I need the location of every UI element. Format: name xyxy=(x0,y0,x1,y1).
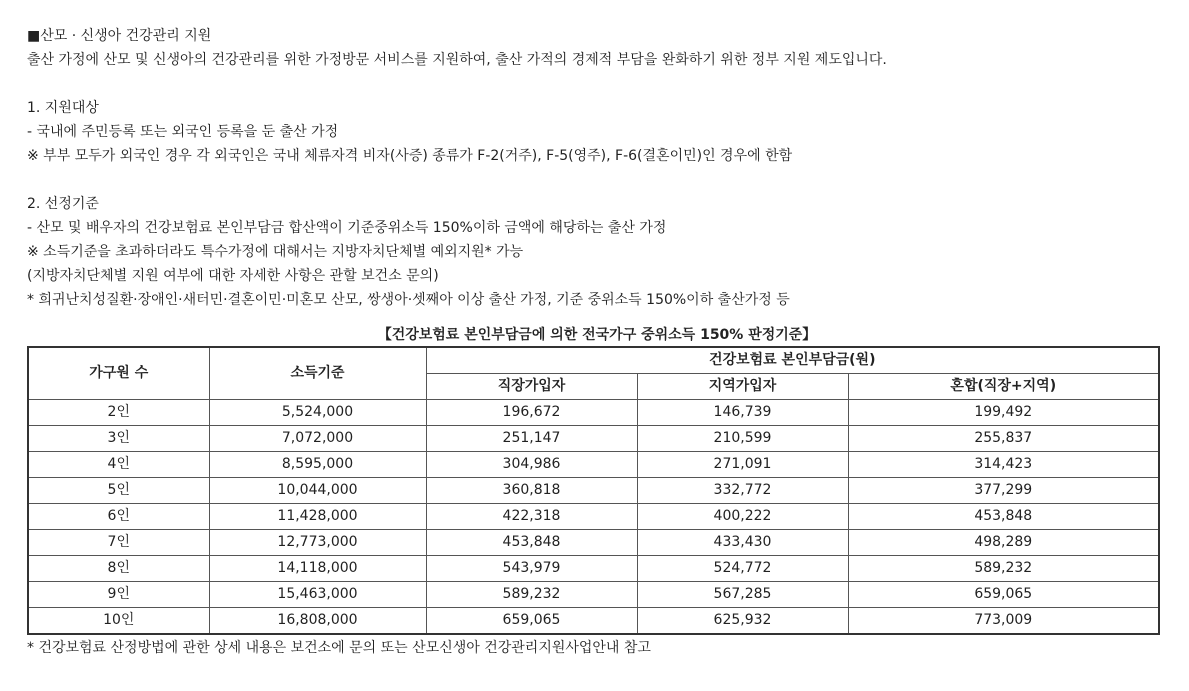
cell-mixed: 498,289 xyxy=(848,530,1159,556)
cell-mixed: 377,299 xyxy=(848,478,1159,504)
spacer xyxy=(27,168,1167,192)
table-row xyxy=(28,582,1159,608)
cell-income: 7,072,000 xyxy=(209,426,426,452)
footnote: * 건강보험료 산정방법에 관한 상세 내용은 보건소에 문의 또는 산모신생아 건강관리지원사업안내 참고 xyxy=(27,640,651,656)
cell-income: 16,808,000 xyxy=(209,608,426,635)
cell-household: 5인 xyxy=(28,478,209,504)
cell-regional: 210,599 xyxy=(637,426,848,452)
cell-household: 9인 xyxy=(28,582,209,608)
section2-line: (지방자치단체별 지원 여부에 대한 자세한 사항은 관할 보건소 문의) xyxy=(27,268,439,284)
cell-income: 12,773,000 xyxy=(209,530,426,556)
section2-line: ※ 소득기준을 초과하더라도 특수가정에 대해서는 지방자치단체별 예외지원* 가능 xyxy=(27,244,524,260)
table-row xyxy=(28,426,1159,452)
income-criteria-table xyxy=(27,346,1160,635)
cell-regional: 433,430 xyxy=(637,530,848,556)
header-household: 가구원 수 xyxy=(28,347,209,400)
header-employee: 직장가입자 xyxy=(426,374,637,400)
cell-mixed: 453,848 xyxy=(848,504,1159,530)
cell-regional: 271,091 xyxy=(637,452,848,478)
cell-regional: 332,772 xyxy=(637,478,848,504)
cell-household: 2인 xyxy=(28,400,209,426)
section2-line: * 희귀난치성질환·장애인·새터민·결혼이민·미혼모 산모, 쌍생아·셋째아 이상 출산 가정, 기준 중위소득 150%이하 출산가정 등 xyxy=(27,292,790,308)
table-body xyxy=(28,400,1159,635)
cell-mixed: 199,492 xyxy=(848,400,1159,426)
intro-description: 출산 가정에 산모 및 신생아의 건강관리를 위한 가정방문 서비스를 지원하여, 출산 가적의 경제적 부담을 완화하기 위한 정부 지원 제도입니다. xyxy=(27,52,887,68)
section2-title: 2. 선정기준 xyxy=(27,196,99,212)
header-mixed: 혼합(직장+지역) xyxy=(848,374,1159,400)
cell-mixed: 314,423 xyxy=(848,452,1159,478)
cell-employee: 659,065 xyxy=(426,608,637,635)
intro-heading: ■산모 · 신생아 건강관리 지원 xyxy=(27,28,212,44)
section1-title: 1. 지원대상 xyxy=(27,100,99,116)
cell-employee: 543,979 xyxy=(426,556,637,582)
table-row xyxy=(28,478,1159,504)
cell-income: 5,524,000 xyxy=(209,400,426,426)
table-caption: 【건강보험료 본인부담금에 의한 전국가구 중위소득 150% 판정기준】 xyxy=(377,327,817,343)
header-regional: 지역가입자 xyxy=(637,374,848,400)
cell-mixed: 589,232 xyxy=(848,556,1159,582)
spacer xyxy=(27,72,1167,96)
table-row xyxy=(28,400,1159,426)
cell-mixed: 255,837 xyxy=(848,426,1159,452)
cell-household: 7인 xyxy=(28,530,209,556)
cell-income: 14,118,000 xyxy=(209,556,426,582)
cell-regional: 567,285 xyxy=(637,582,848,608)
cell-mixed: 659,065 xyxy=(848,582,1159,608)
cell-regional: 400,222 xyxy=(637,504,848,530)
cell-income: 15,463,000 xyxy=(209,582,426,608)
section2-line: - 산모 및 배우자의 건강보험료 본인부담금 합산액이 기준중위소득 150%이하 금액에 해당하는 출산 가정 xyxy=(27,220,667,236)
cell-employee: 453,848 xyxy=(426,530,637,556)
cell-income: 8,595,000 xyxy=(209,452,426,478)
cell-regional: 524,772 xyxy=(637,556,848,582)
cell-employee: 360,818 xyxy=(426,478,637,504)
cell-household: 6인 xyxy=(28,504,209,530)
cell-regional: 146,739 xyxy=(637,400,848,426)
cell-employee: 304,986 xyxy=(426,452,637,478)
cell-regional: 625,932 xyxy=(637,608,848,635)
table-row xyxy=(28,608,1159,635)
cell-mixed: 773,009 xyxy=(848,608,1159,635)
cell-household: 8인 xyxy=(28,556,209,582)
cell-employee: 422,318 xyxy=(426,504,637,530)
table-row xyxy=(28,504,1159,530)
table-row xyxy=(28,452,1159,478)
section1-line: - 국내에 주민등록 또는 외국인 등록을 둔 출산 가정 xyxy=(27,124,339,140)
table-row xyxy=(28,556,1159,582)
cell-household: 4인 xyxy=(28,452,209,478)
cell-household: 3인 xyxy=(28,426,209,452)
header-premium-group: 건강보험료 본인부담금(원) xyxy=(426,347,1159,374)
cell-income: 10,044,000 xyxy=(209,478,426,504)
cell-employee: 589,232 xyxy=(426,582,637,608)
header-income: 소득기준 xyxy=(209,347,426,400)
cell-employee: 196,672 xyxy=(426,400,637,426)
cell-employee: 251,147 xyxy=(426,426,637,452)
table-row xyxy=(28,530,1159,556)
section1-line: ※ 부부 모두가 외국인 경우 각 외국인은 국내 체류자격 비자(사증) 종류가 F-2(거주), F-5(영주), F-6(결혼이민)인 경우에 한함 xyxy=(27,148,793,164)
page-content xyxy=(27,24,1167,659)
cell-household: 10인 xyxy=(28,608,209,635)
cell-income: 11,428,000 xyxy=(209,504,426,530)
